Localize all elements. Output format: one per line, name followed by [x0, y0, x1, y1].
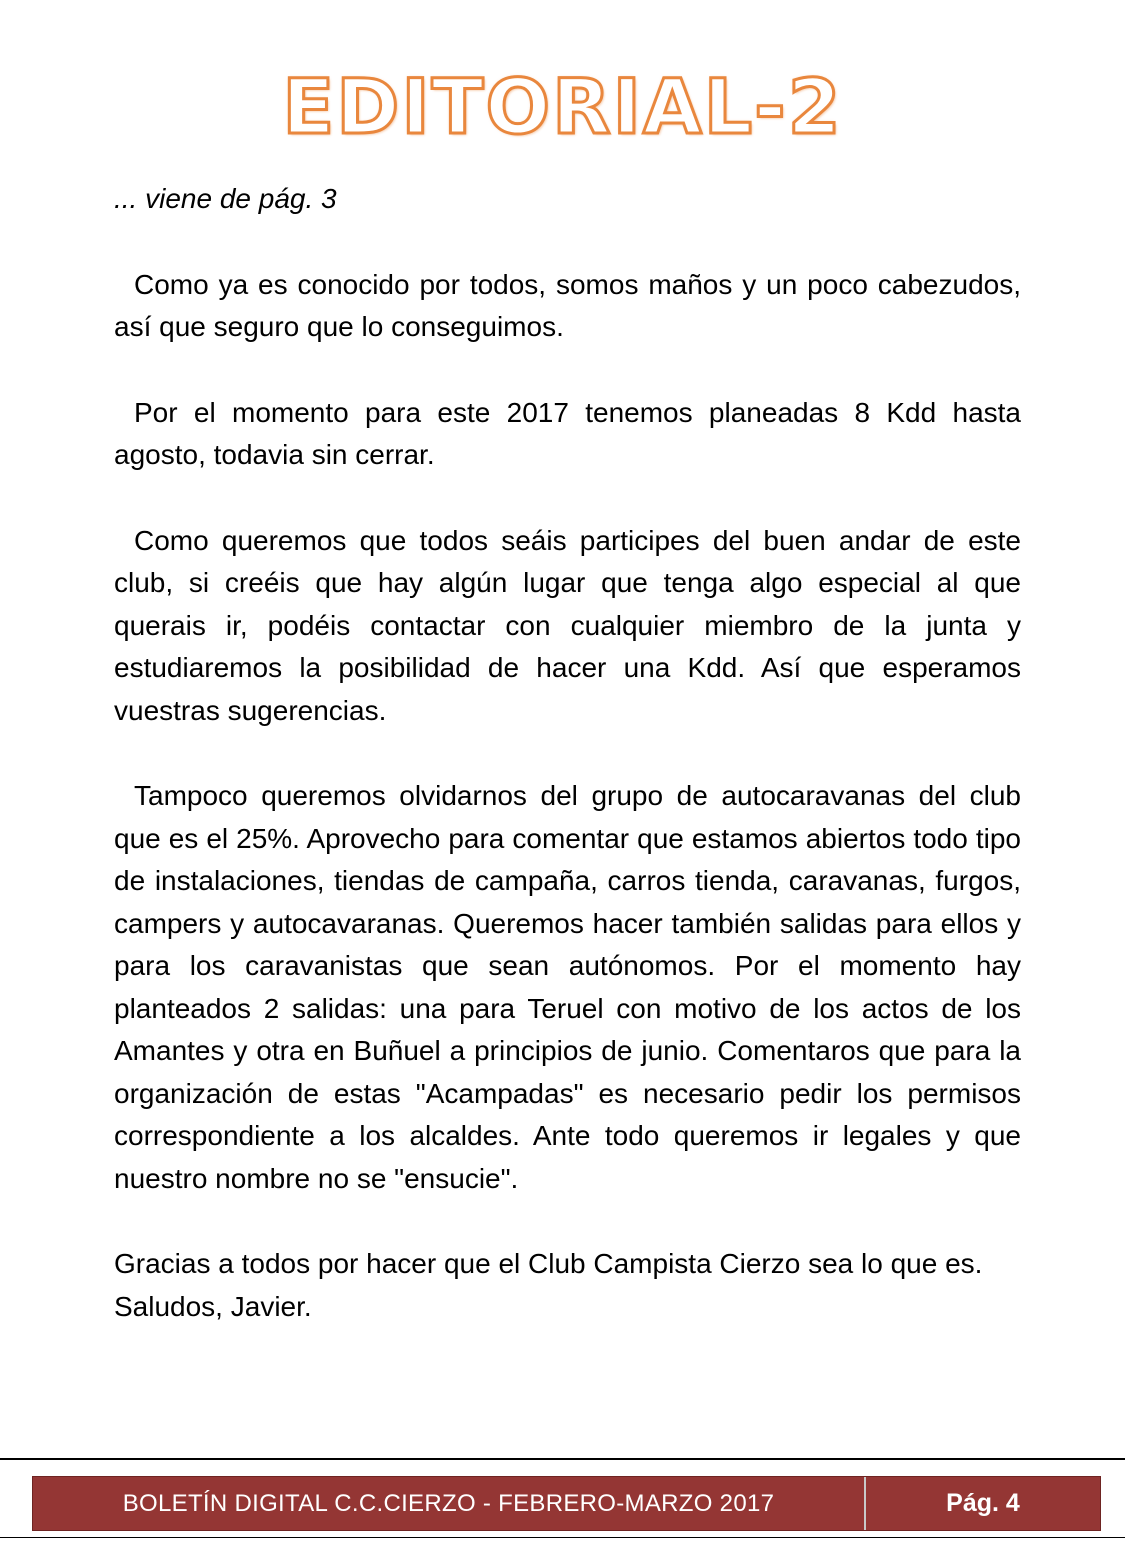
closing-text: Gracias a todos por hacer que el Club Campista Cierzo sea lo que es.: [114, 1248, 983, 1279]
footer-page-number: Pág. 4: [946, 1489, 1020, 1517]
footer-top-rule: [0, 1458, 1125, 1460]
article-paragraph-2: Por el momento para este 2017 tenemos planeadas 8 Kdd hasta agosto, todavia sin cerrar.: [114, 396, 1021, 470]
article-paragraph-1: Como ya es conocido por todos, somos maños y un poco cabezudos, así que seguro que lo conseguimos.: [114, 268, 1021, 342]
article-paragraph-3: Como queremos que todos seáis participes del buen andar de este club, si creéis que hay algún lugar que tenga algo especial al que querais ir, podéis contactar con cualquier miembro de la junta y estudiaremos la posibilidad de hacer una Kdd. Así que esperamos vuestras sugerencias.: [114, 524, 1021, 726]
footer-publication: BOLETÍN DIGITAL C.C.CIERZO - FEBRERO-MARZO 2017: [33, 1477, 866, 1530]
article-paragraph-4: Tampoco queremos olvidarnos del grupo de autocaravanas del club que es el 25%. Aprovecho para comentar que estamos abiertos todo tipo de instalaciones, tiendas de campaña, carros tienda, caravanas, furgos, campers y autocavaranas. Queremos hacer también salidas para ellos y para los caravanistas que sean autónomos. Por el momento hay planteados 2 salidas: una para Teruel con motivo de los actos de los Amantes y otra en Buñuel a principios de junio. Comentaros que para la organización de estas "Acampadas" es necesario pedir los permisos correspondiente a los alcaldes. Ante todo queremos ir legales y que nuestro nombre no se "ensucie".: [114, 780, 1021, 1194]
footer-bar: [32, 1476, 1101, 1531]
signature: Saludos, Javier.: [114, 1290, 312, 1322]
article-body: [114, 178, 1021, 1328]
footer-bottom-rule: [0, 1537, 1125, 1538]
page-title: EDITORIAL-2: [282, 62, 843, 151]
continued-from-note: ... viene de pág. 3: [114, 183, 337, 214]
